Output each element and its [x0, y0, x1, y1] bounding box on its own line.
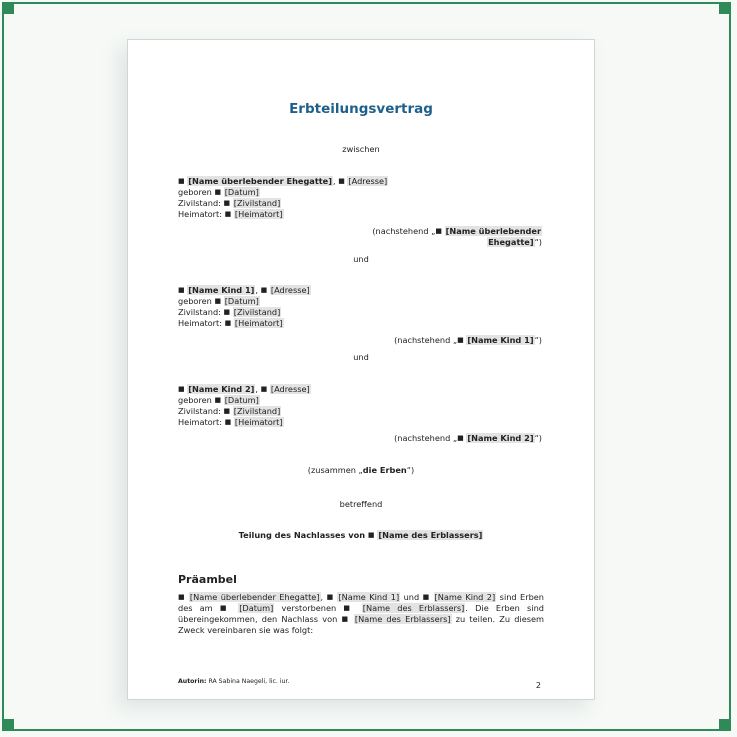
square-marker-icon: ■: [223, 199, 231, 207]
together-line: [128, 465, 594, 476]
spouse-note-line2: [487, 237, 542, 248]
square-marker-icon: ■: [219, 604, 232, 612]
spouse-home-line: [178, 209, 284, 220]
child1-name-field[interactable]: [Name Kind 1]: [188, 285, 255, 295]
note-prefix: (nachstehend „: [394, 433, 458, 443]
preamble-child2-field[interactable]: [Name Kind 2]: [434, 592, 496, 602]
square-marker-icon: ■: [343, 604, 355, 612]
square-marker-icon: ■: [178, 593, 186, 601]
child1-note-field[interactable]: [Name Kind 1]: [467, 335, 534, 345]
und-label: und: [353, 254, 369, 264]
preamble-text: verstorbenen: [281, 603, 337, 613]
child1-home-line: [178, 318, 284, 329]
preamble-deceased-field[interactable]: [Name des Erblassers]: [362, 603, 465, 613]
preamble-text: . Die Erben sind übereingekommen, den Nachlass von: [178, 603, 544, 624]
child1-note-line: [394, 335, 542, 346]
square-marker-icon: ■: [367, 531, 375, 539]
born-label: geboren: [178, 395, 212, 405]
note-suffix: “): [534, 433, 542, 443]
born-label: geboren: [178, 187, 212, 197]
subject-name-field[interactable]: [Name des Erblassers]: [378, 530, 483, 540]
square-marker-icon: ■: [178, 286, 185, 294]
document-page: [127, 39, 595, 700]
corner-mark: [2, 2, 14, 14]
square-marker-icon: ■: [341, 615, 350, 623]
square-marker-icon: ■: [326, 593, 335, 601]
child2-civil-line: [178, 406, 281, 417]
child2-address-field[interactable]: [Adresse]: [270, 384, 310, 394]
preamble-heading: Präambel: [178, 573, 237, 586]
spouse-home-field[interactable]: [Heimatort]: [234, 209, 283, 219]
child2-home-field[interactable]: [Heimatort]: [234, 417, 283, 427]
child1-born-line: [178, 296, 260, 307]
child1-home-field[interactable]: [Heimatort]: [234, 318, 283, 328]
corner-mark: [719, 2, 731, 14]
square-marker-icon: ■: [224, 319, 232, 327]
und-label: und: [353, 352, 369, 362]
spouse-note-field[interactable]: [Name überlebender: [445, 226, 541, 236]
preamble-text: und: [403, 592, 420, 602]
square-marker-icon: ■: [214, 297, 222, 305]
spouse-born-line: [178, 187, 260, 198]
spouse-civil-line: [178, 198, 281, 209]
square-marker-icon: ■: [178, 385, 185, 393]
square-marker-icon: ■: [422, 593, 431, 601]
corner-mark: [2, 719, 14, 731]
author-name: RA Sabina Naegeli, lic. iur.: [208, 678, 290, 685]
subject-text: Teilung des Nachlasses von: [238, 530, 366, 540]
note-suffix: “): [534, 237, 542, 247]
square-marker-icon: ■: [457, 336, 464, 344]
document-title: Erbteilungsvertrag: [289, 101, 433, 117]
child2-date-field[interactable]: [Datum]: [224, 395, 259, 405]
child2-home-line: [178, 417, 284, 428]
note-prefix: (nachstehend „: [372, 226, 436, 236]
square-marker-icon: ■: [224, 418, 232, 426]
child2-name-field[interactable]: [Name Kind 2]: [188, 384, 255, 394]
author-label: Autorin:: [178, 678, 207, 685]
preamble-text: zu teilen. Zu diesem Zweck vereinbaren sie was folgt:: [178, 614, 545, 635]
author-line: [178, 676, 289, 687]
child2-born-line: [178, 395, 260, 406]
square-marker-icon: ■: [260, 286, 268, 294]
betreffend-label: betreffend: [339, 499, 383, 509]
square-marker-icon: ■: [178, 177, 185, 185]
child2-note-line: [394, 433, 542, 444]
spouse-address-field[interactable]: [Adresse]: [348, 176, 388, 186]
home-label: Heimatort:: [178, 318, 223, 328]
note-prefix: (nachstehend „: [394, 335, 458, 345]
child1-name-line: ■ [Name Kind 1], ■ [Adresse]: [178, 285, 310, 295]
spouse-name-field[interactable]: [Name überlebender Ehegatte]: [188, 176, 332, 186]
preamble-text: sind Erben des am: [178, 592, 545, 613]
spouse-civil-field[interactable]: [Zivilstand]: [233, 198, 281, 208]
civil-label: Zivilstand:: [178, 198, 221, 208]
note-suffix: “): [534, 335, 542, 345]
spouse-date-field[interactable]: [Datum]: [224, 187, 259, 197]
child2-name-line: ■ [Name Kind 2], ■ [Adresse]: [178, 384, 310, 394]
child1-civil-line: [178, 307, 281, 318]
child2-note-field[interactable]: [Name Kind 2]: [467, 433, 534, 443]
preamble-date-field[interactable]: [Datum]: [239, 603, 274, 613]
corner-mark: [719, 719, 731, 731]
child2-civil-field[interactable]: [Zivilstand]: [233, 406, 281, 416]
child1-civil-field[interactable]: [Zivilstand]: [233, 307, 281, 317]
child1-address-field[interactable]: [Adresse]: [270, 285, 310, 295]
square-marker-icon: ■: [457, 434, 464, 442]
spouse-note-field-cont[interactable]: Ehegatte]: [488, 237, 534, 247]
page-number: 2: [535, 681, 541, 690]
civil-label: Zivilstand:: [178, 307, 221, 317]
preamble-spouse-field[interactable]: [Name überlebender Ehegatte]: [189, 592, 320, 602]
square-marker-icon: ■: [223, 407, 231, 415]
home-label: Heimatort:: [178, 209, 223, 219]
square-marker-icon: ■: [435, 227, 442, 235]
together-name: die Erben: [362, 465, 407, 475]
subject-line: [128, 530, 594, 541]
together-prefix: (zusammen „: [307, 465, 363, 475]
together-suffix: “): [406, 465, 415, 475]
square-marker-icon: ■: [223, 308, 231, 316]
zwischen-label: zwischen: [342, 144, 380, 154]
preamble-child1-field[interactable]: [Name Kind 1]: [338, 592, 400, 602]
home-label: Heimatort:: [178, 417, 223, 427]
preamble-paragraph: ■ [Name überlebender Ehegatte], ■ [Name Kind 1] und ■ [Name Kind 2] sind Erben des am ■ [Datum] verstorbenen ■ [Name des Erblassers]. Die Erben sind übereingekommen, den Nachlass von ■ [Name des Erblassers] zu teilen. Zu diesem Zweck vereinbaren sie was folgt:: [178, 592, 545, 635]
square-marker-icon: ■: [260, 385, 268, 393]
spouse-name-line: ■ [Name überlebender Ehegatte], ■ [Adresse]: [178, 176, 388, 186]
preamble-deceased-field-2[interactable]: [Name des Erblassers]: [354, 614, 451, 624]
square-marker-icon: ■: [214, 188, 222, 196]
civil-label: Zivilstand:: [178, 406, 221, 416]
square-marker-icon: ■: [214, 396, 222, 404]
square-marker-icon: ■: [224, 210, 232, 218]
square-marker-icon: ■: [338, 177, 345, 185]
child1-date-field[interactable]: [Datum]: [224, 296, 259, 306]
born-label: geboren: [178, 296, 212, 306]
spouse-note-line1: [372, 226, 542, 237]
